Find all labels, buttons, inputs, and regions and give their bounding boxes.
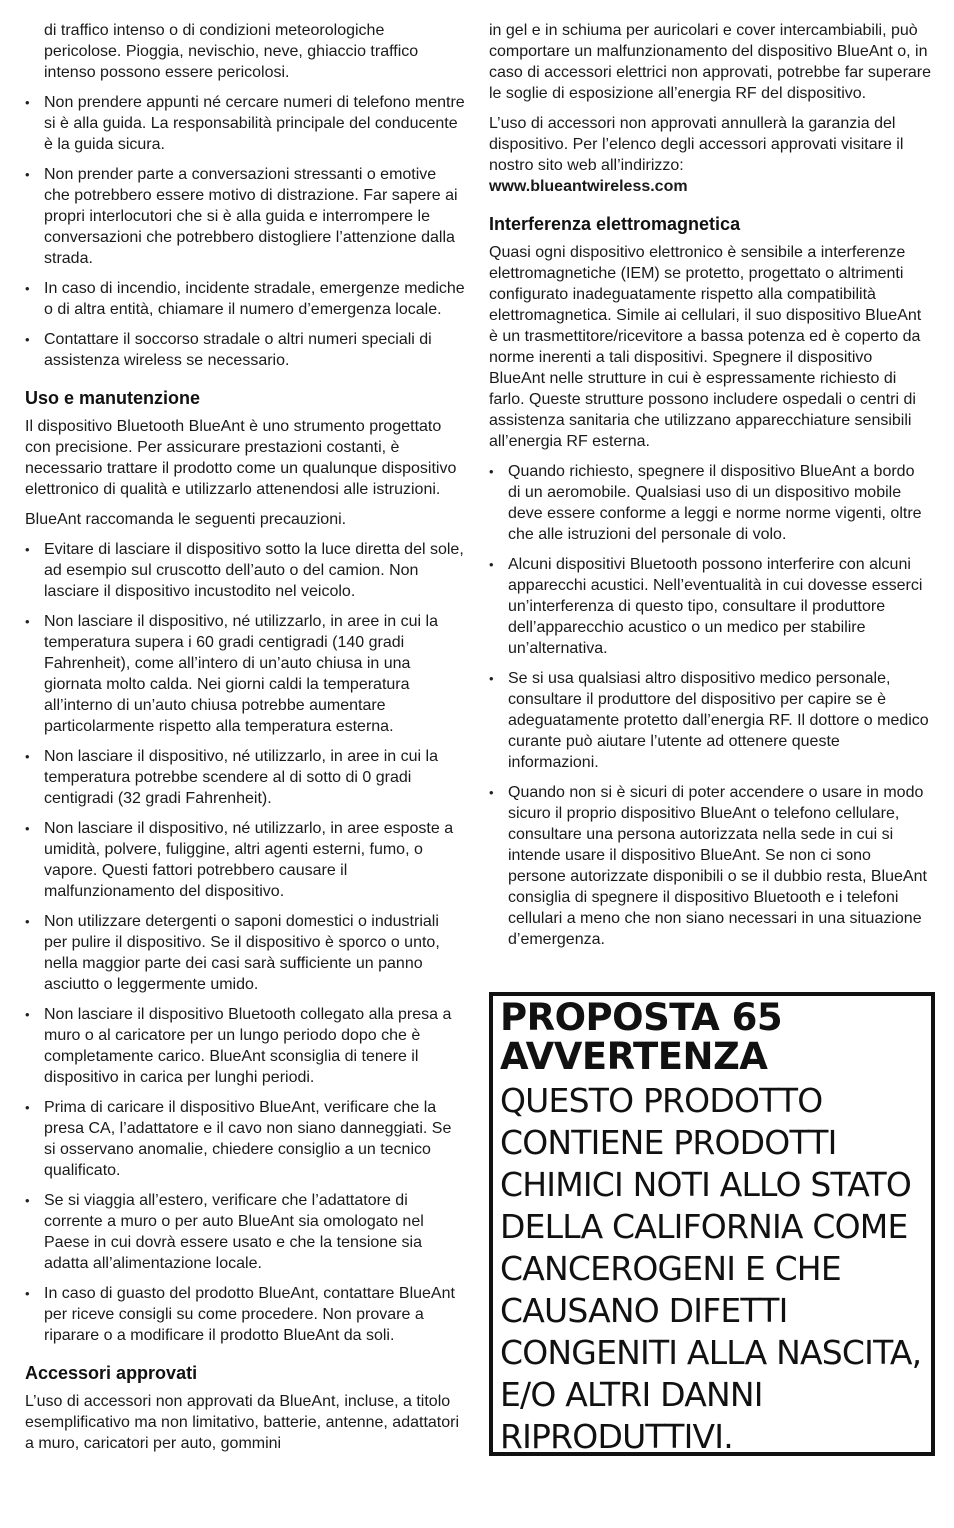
list-item: • Alcuni dispositivi Bluetooth possono interferire con alcuni apparecchi acustici. Nell’eventualità in cui dovesse esserci un’interferenza di questo tipo, consultare il produttore dell’apparecchio acustico o un medico per stabilire un’alternativa.: [489, 554, 931, 659]
list-item: • Quando non si è sicuri di poter accendere o usare in modo sicuro il proprio dispositivo BlueAnt o telefono cellulare, consultare una persona autorizzata nella sede in cui si intende usare il dispositivo BlueAnt. Se non ci sono persone autorizzate disponibili o se il dubbio resta, BlueAnt consiglia di spegnere il dispositivo Bluetooth e i telefoni cellulari a meno che non siano necessari in una situazione d’emergenza.: [489, 782, 931, 950]
list-item: • Non lasciare il dispositivo, né utilizzarlo, in aree in cui la temperatura supera i 60 gradi centigradi (140 gradi Fahrenheit), come all’intero di un’auto chiusa in una giornata molto calda. Nei giorni caldi la temperatura all’interno di un’auto chiusa potrebbe aumentare particolarmente rispetto alla temperatura esterna.: [25, 611, 465, 737]
emi-intro-paragraph: Quasi ogni dispositivo elettronico è sensibile a interferenze elettromagnetiche (IEM) se protetto, progettato o altrimenti configurato inadeguatamente rispetto alla compatibilità elettromagnetica. Simile ai cellulari, il suo dispositivo BlueAnt è un trasmettitore/ricevitore a bassa potenza ed è coperto da norme inerenti a tali dispositivi. Spegnere il dispositivo BlueAnt nelle strutture in cui è espressamente richiesto di farlo. Queste strutture possono includere ospedali o centri di assistenza sanitaria che utilizzano apparecchiature sensibili all’energia RF esterna.: [489, 244, 922, 450]
warranty-paragraph: [489, 113, 931, 197]
prop65-warning-box: [489, 992, 935, 1456]
care-precautions-list: [25, 539, 465, 1346]
list-item: • Prima di caricare il dispositivo BlueAnt, verificare che la presa CA, l’adattatore e il cavo non siano danneggiati. Se si osservano anomalie, chiedere consiglio a un tecnico qualificato.: [25, 1097, 465, 1181]
list-item: • In caso di guasto del prodotto BlueAnt, contattare BlueAnt per riceve consigli su come procedere. Non provare a riparare o a modificare il prodotto BlueAnt da soli.: [25, 1283, 465, 1346]
list-item: • Contattare il soccorso stradale o altri numeri speciali di assistenza wireless se necessario.: [25, 329, 465, 371]
list-item: • Non lasciare il dispositivo Bluetooth collegato alla presa a muro o al caricatore per un lungo periodo dopo che è completamente carico. BlueAnt sconsiglia di tenere il dispositivo in carica per lunghi periodi.: [25, 1004, 465, 1088]
left-column: [25, 20, 465, 1463]
list-item: • In caso di incendio, incidente stradale, emergenze mediche o di altra entità, chiamare il numero d’emergenza locale.: [25, 278, 465, 320]
list-item: • Non lasciare il dispositivo, né utilizzarlo, in aree in cui la temperatura potrebbe scendere al di sotto di 0 gradi centigradi (32 gradi Fahrenheit).: [25, 746, 465, 809]
driving-safety-list: [25, 20, 465, 371]
list-item: • Non utilizzare detergenti o saponi domestici o industriali per pulire il dispositivo. Se il dispositivo è sporco o unto, nella maggior parte dei casi sarà sufficiente un panno asciutto o leggermente umido.: [25, 911, 465, 995]
list-item: di traffico intenso o di condizioni meteorologiche pericolose. Pioggia, nevischio, neve, ghiaccio traffico intenso possono essere pericolosi.: [44, 22, 419, 81]
list-item: • Non prendere appunti né cercare numeri di telefono mentre si è alla guida. La responsabilità principale del conducente è la guida sicura.: [25, 92, 465, 155]
warning-body: QUESTO PRODOTTO CONTIENE PRODOTTI CHIMICI NOTI ALLO STATO DELLA CALIFORNIA COME CANCEROGENI E CHE CAUSANO DIFETTI CONGENITI ALLA NASCITA, E/O ALTRI DANNI RIPRODUTTIVI.: [500, 1081, 922, 1456]
warranty-text: L’uso di accessori non approvati annullerà la garanzia del dispositivo. Per l’elenco degli accessori approvati visitare il nostro sito web all’indirizzo:: [489, 115, 904, 174]
warning-title-line1: PROPOSTA 65: [500, 996, 783, 1039]
list-item: • Se si usa qualsiasi altro dispositivo medico personale, consultare il produttore del dispositivo per capire se è adeguatamente protetto dall’energia RF. Il dottore o medico curante può aiutare l’utente ad ottenere queste informazioni.: [489, 668, 931, 773]
warning-title-line2: AVVERTENZA: [500, 1035, 768, 1078]
list-item: • Quando richiesto, spegnere il dispositivo BlueAnt a bordo di un aeromobile. Qualsiasi uso di un dispositivo mobile deve essere conforme a leggi e norme norme vigenti, oltre che alle istruzioni del personale di volo.: [489, 461, 931, 545]
list-item: • Non lasciare il dispositivo, né utilizzarlo, in aree esposte a umidità, polvere, fuliggine, altri agenti esterni, fumo, o vapore. Questi fattori potrebbero causare il malfunzionamento del dispositivo.: [25, 818, 465, 902]
emi-heading: Interferenza elettromagnetica: [489, 214, 741, 234]
list-item: • Evitare di lasciare il dispositivo sotto la luce diretta del sole, ad esempio sul cruscotto dell’auto o del camion. Non lasciare il dispositivo incustodito nel veicolo.: [25, 539, 465, 602]
care-lead-paragraph: BlueAnt raccomanda le seguenti precauzioni.: [25, 511, 347, 528]
accessories-continued-paragraph: in gel e in schiuma per auricolari e cover intercambiabili, può comportare un malfunzionamento del dispositivo BlueAnt o, in caso di accessori elettrici non approvati, potrebbe far superare le soglie di esposizione all’energia RF del dispositivo.: [489, 22, 932, 102]
accessories-heading: Accessori approvati: [25, 1363, 198, 1383]
care-heading: Uso e manutenzione: [25, 388, 201, 408]
emi-list: [489, 461, 931, 950]
list-item: • Se si viaggia all’estero, verificare che l’adattatore di corrente a muro o per auto BlueAnt sia omologato nel Paese in cui dovrà essere usato e che la tensione sia adatta all’alimentazione locale.: [25, 1190, 465, 1274]
care-intro-paragraph: Il dispositivo Bluetooth BlueAnt è uno strumento progettato con precisione. Per assicurare prestazioni costanti, è necessario trattare il prodotto come un qualunque dispositivo elettronico di qualità e utilizzarlo attenendosi alle istruzioni.: [25, 418, 457, 498]
website-link[interactable]: www.blueantwireless.com: [489, 178, 688, 195]
accessories-paragraph: L’uso di accessori non approvati da BlueAnt, incluse, a titolo esemplificativo ma non limitativo, batterie, antenne, adattatori a muro, caricatori per auto, gommini: [25, 1393, 460, 1452]
right-column: [489, 20, 931, 959]
list-item: • Non prender parte a conversazioni stressanti o emotive che potrebbero essere motivo di distrazione. Far sapere ai propri interlocutori che si è alla guida e interrompere le conversazioni che potrebbero distogliere l’attenzione dalla strada.: [25, 164, 465, 269]
